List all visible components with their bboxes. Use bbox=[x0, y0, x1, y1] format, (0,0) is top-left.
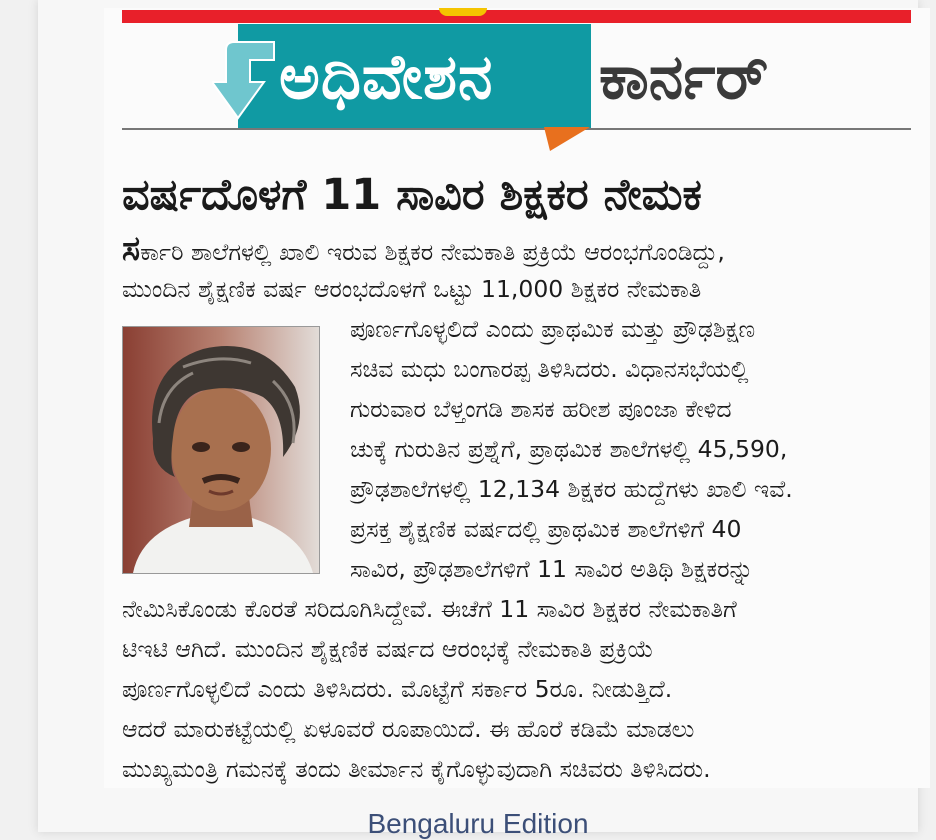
minister-photo bbox=[122, 326, 320, 574]
newspaper-clipping[interactable] bbox=[104, 8, 930, 788]
article-line: ನೇಮಿಸಿಕೊಂಡು ಕೊರತೆ ಸರಿದೂಗಿಸಿದ್ದೇವೆ. ಈಚೆಗೆ 11 ಸಾವಿರ ಶಿಕ್ಷಕರ ನೇಮಕಾತಿಗೆ bbox=[122, 595, 737, 623]
banner-pointer-icon bbox=[544, 127, 594, 153]
article-line: ಗುರುವಾರ ಬೆಳ್ತಂಗಡಿ ಶಾಸಕ ಹರೀಶ ಪೂಂಜಾ ಕೇಳಿದ bbox=[350, 395, 732, 423]
article-card bbox=[38, 0, 918, 839]
article-line: ಪೂರ್ಣಗೊಳ್ಳಲಿದೆ ಎಂದು ತಿಳಿಸಿದರು. ಮೊಟ್ಟೆಗೆ ಸರ್ಕಾರ 5ರೂ. ನೀಡುತ್ತಿದೆ. bbox=[122, 675, 673, 703]
article-line: ಮುಂದಿನ ಶೈಕ್ಷಣಿಕ ವರ್ಷ ಆರಂಭದೊಳಗೆ ಒಟ್ಟು 11,000 ಶಿಕ್ಷಕರ ನೇಮಕಾತಿ bbox=[122, 275, 702, 303]
portrait-photo-icon bbox=[123, 327, 319, 573]
dropcap-letter: ಸ bbox=[122, 229, 141, 269]
article-line-1 bbox=[122, 230, 725, 268]
article-line: ಪ್ರಸಕ್ತ ಶೈಕ್ಷಣಿಕ ವರ್ಷದಲ್ಲಿ ಪ್ರಾಥಮಿಕ ಶಾಲೆಗಳಿಗೆ 40 bbox=[350, 515, 742, 543]
article-line: ಪೂರ್ಣಗೊಳ್ಳಲಿದೆ ಎಂದು ಪ್ರಾಥಮಿಕ ಮತ್ತು ಪ್ರೌಢಶಿಕ್ಷಣ bbox=[350, 315, 756, 343]
article-line-1-text: ರ್ಕಾರಿ ಶಾಲೆಗಳಲ್ಲಿ ಖಾಲಿ ಇರುವ ಶಿಕ್ಷಕರ ನೇಮಕಾತಿ ಪ್ರಕ್ರಿಯೆ ಆರಂಭಗೊಂಡಿದ್ದು, bbox=[140, 238, 725, 266]
article-headline: ವರ್ಷದೊಳಗೆ 11 ಸಾವಿರ ಶಿಕ್ಷಕರ ನೇಮಕ bbox=[122, 170, 702, 220]
banner-rule bbox=[122, 128, 911, 130]
edition-label[interactable]: Bengaluru Edition bbox=[367, 808, 589, 839]
banner-title-teal: ಅಧಿವೇಶನ bbox=[279, 40, 494, 113]
yellow-tab bbox=[439, 8, 487, 16]
article-line: ಸಚಿವ ಮಧು ಬಂಗಾರಪ್ಪ ತಿಳಿಸಿದರು. ವಿಧಾನಸಭೆಯಲ್ಲಿ bbox=[350, 355, 749, 383]
red-header-bar bbox=[122, 10, 911, 23]
banner-title-dark: ಕಾರ್ನರ್ bbox=[599, 40, 769, 113]
down-arrow-icon bbox=[212, 38, 282, 120]
article-line: ಪ್ರೌಢಶಾಲೆಗಳಲ್ಲಿ 12,134 ಶಿಕ್ಷಕರ ಹುದ್ದೆಗಳು ಖಾಲಿ ಇವೆ. bbox=[350, 475, 793, 503]
article-line: ಟಿಇಟಿ ಆಗಿದೆ. ಮುಂದಿನ ಶೈಕ್ಷಣಿಕ ವರ್ಷದ ಆರಂಭಕ್ಕೆ ನೇಮಕಾತಿ ಪ್ರಕ್ರಿಯೆ bbox=[122, 635, 654, 663]
article-line: ಸಾವಿರ, ಪ್ರೌಢಶಾಲೆಗಳಿಗೆ 11 ಸಾವಿರ ಅತಿಥಿ ಶಿಕ್ಷಕರನ್ನು bbox=[350, 555, 754, 583]
article-line: ಚುಕ್ಕೆ ಗುರುತಿನ ಪ್ರಶ್ನೆಗೆ, ಪ್ರಾಥಮಿಕ ಶಾಲೆಗಳಲ್ಲಿ 45,590, bbox=[350, 435, 788, 463]
article-line: ಮುಖ್ಯಮಂತ್ರಿ ಗಮನಕ್ಕೆ ತಂದು ತೀರ್ಮಾನ ಕೈಗೊಳ್ಳುವುದಾಗಿ ಸಚಿವರು ತಿಳಿಸಿದರು. bbox=[122, 755, 711, 783]
article-line: ಆದರೆ ಮಾರುಕಟ್ಟೆಯಲ್ಲಿ ಏಳೂವರೆ ರೂಪಾಯಿದೆ. ಈ ಹೊರೆ ಕಡಿಮೆ ಮಾಡಲು bbox=[122, 715, 695, 743]
